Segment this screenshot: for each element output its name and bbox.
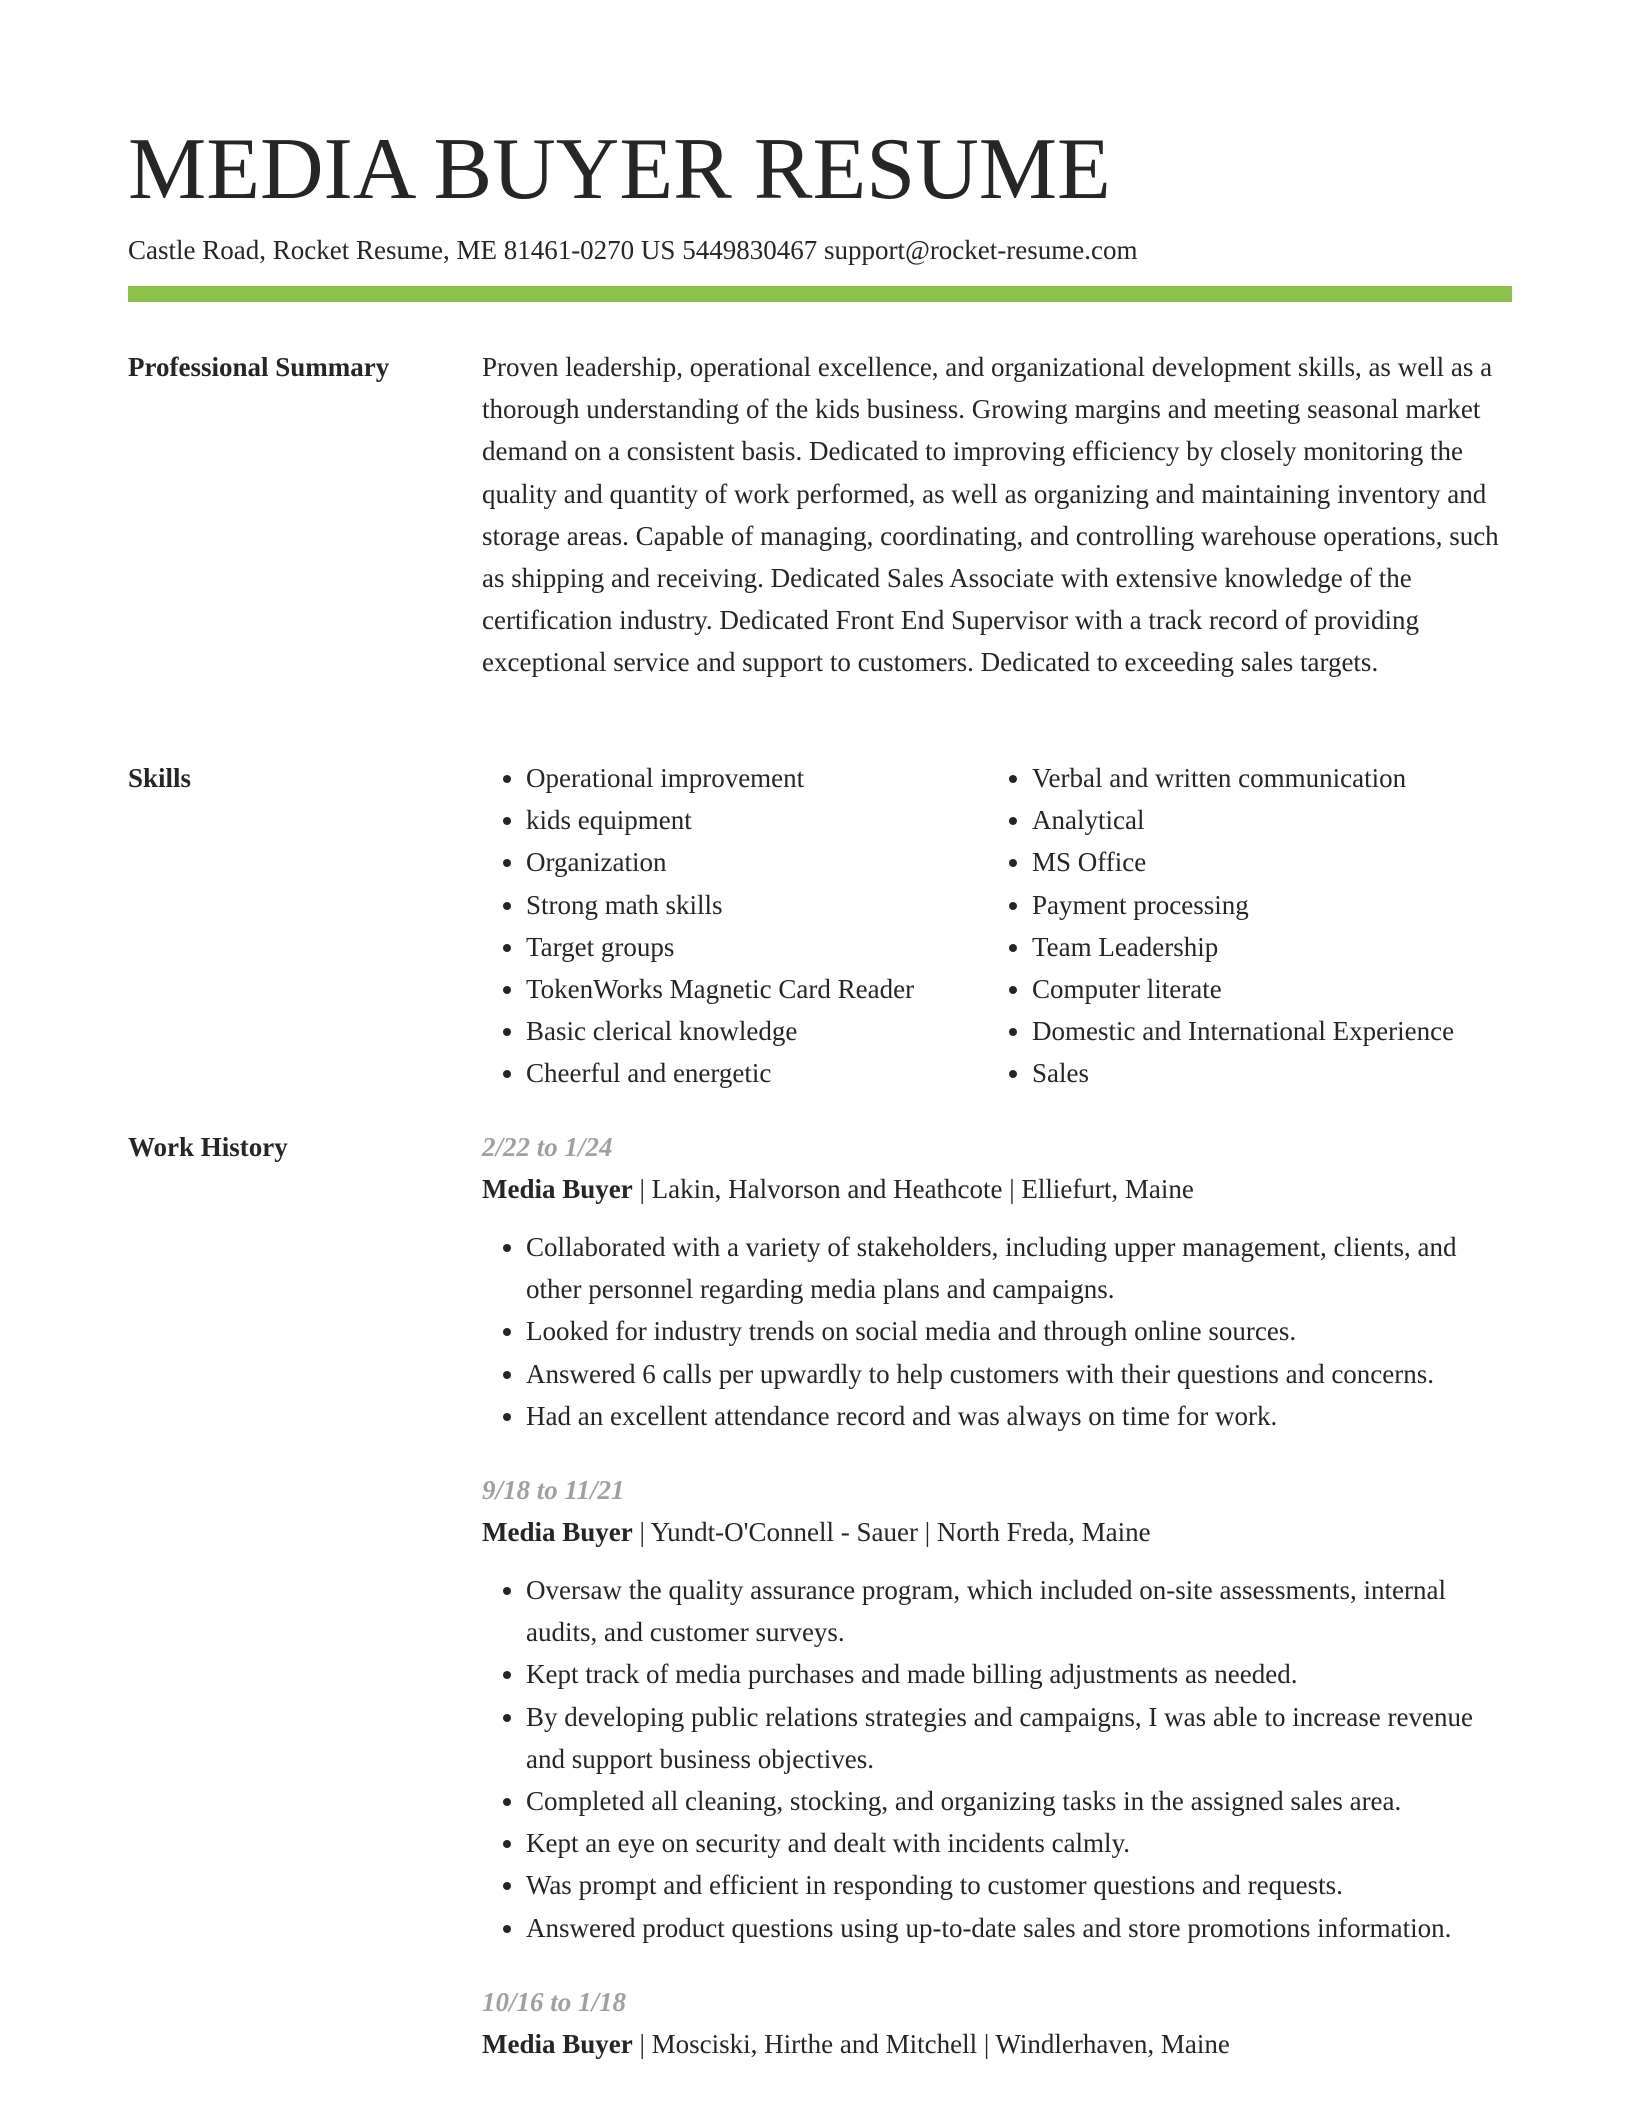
skill-item: • MS Office bbox=[1032, 841, 1512, 883]
section-label-summary: Professional Summary bbox=[128, 352, 390, 382]
job-bullet: • By developing public relations strategies and campaigns, I was able to increase revenue and support business objectives. bbox=[526, 1696, 1512, 1780]
contact-line: Castle Road, Rocket Resume, ME 81461-0270 US 5449830467 support@rocket-resume.com bbox=[128, 235, 1138, 265]
skill-item: • Payment processing bbox=[1032, 884, 1512, 926]
skill-item: • Verbal and written communication bbox=[1032, 757, 1512, 799]
job-employer-location: | Mosciski, Hirthe and Mitchell | Windlerhaven, Maine bbox=[632, 2028, 1230, 2059]
skill-item: • Computer literate bbox=[1032, 968, 1512, 1010]
job-dates: 9/18 to 11/21 bbox=[482, 1475, 625, 1506]
job-bullet-list bbox=[482, 1226, 1512, 1437]
skill-item: • Strong math skills bbox=[526, 884, 988, 926]
skill-item: • Target groups bbox=[526, 926, 988, 968]
job-bullet: • Answered 6 calls per upwardly to help customers with their questions and concerns. bbox=[526, 1353, 1512, 1395]
job-heading bbox=[482, 1511, 1512, 1553]
skill-item: • Team Leadership bbox=[1032, 926, 1512, 968]
skill-item: • kids equipment bbox=[526, 799, 988, 841]
job-bullet: • Collaborated with a variety of stakeholders, including upper management, clients, and other personnel regarding media plans and campaigns. bbox=[526, 1226, 1512, 1310]
job-dates: 10/16 to 1/18 bbox=[482, 1986, 627, 2017]
summary-body bbox=[482, 346, 1512, 684]
skill-item: • Analytical bbox=[1032, 799, 1512, 841]
job-title: Media Buyer bbox=[482, 1174, 633, 1204]
skill-item: • Organization bbox=[526, 841, 988, 883]
job-bullet: • Had an excellent attendance record and was always on time for work. bbox=[526, 1395, 1512, 1437]
skill-item: • Cheerful and energetic bbox=[526, 1052, 988, 1094]
job-dates: 2/22 to 1/24 bbox=[482, 1132, 613, 1162]
job-heading bbox=[482, 2023, 1512, 2065]
job-title: Media Buyer bbox=[482, 1517, 633, 1548]
summary-text: Proven leadership, operational excellence, and organizational development skills, as well as a thorough understanding of the kids business. Growing margins and meeting seasonal market demand on a consistent basis. Dedicated to improving efficiency by closely monitoring the quality and quantity of work performed, as well as organizing and maintaining inventory and storage areas. Capable of managing, coordinating, and controlling warehouse operations, such as shipping and receiving. Dedicated Sales Associate with extensive knowledge of the certification industry. Dedicated Front End Supervisor with a track record of providing exceptional service and support to customers. Dedicated to exceeding sales targets. bbox=[482, 352, 1499, 678]
skill-item: • Sales bbox=[1032, 1052, 1512, 1094]
skill-item: • TokenWorks Magnetic Card Reader bbox=[526, 968, 988, 1010]
job-heading bbox=[482, 1168, 1512, 1210]
skills-list-left bbox=[482, 757, 988, 1095]
skill-item: • Domestic and International Experience bbox=[1032, 1010, 1512, 1052]
job-entry bbox=[482, 1981, 1512, 2065]
job-bullet: • Kept track of media purchases and made billing adjustments as needed. bbox=[526, 1653, 1512, 1695]
job-entry bbox=[482, 1126, 1512, 1437]
job-entry bbox=[482, 1469, 1512, 1949]
job-bullet: • Kept an eye on security and dealt with incidents calmly. bbox=[526, 1822, 1512, 1864]
skills-columns bbox=[482, 757, 1512, 1095]
skills-list-right bbox=[988, 757, 1512, 1095]
job-bullet: • Completed all cleaning, stocking, and organizing tasks in the assigned sales area. bbox=[526, 1780, 1512, 1822]
job-employer-location: | Lakin, Halvorson and Heathcote | Elliefurt, Maine bbox=[632, 1174, 1194, 1204]
job-bullet: • Was prompt and efficient in responding to customer questions and requests. bbox=[526, 1864, 1512, 1906]
job-bullet: • Oversaw the quality assurance program, which included on-site assessments, internal audits, and customer surveys. bbox=[526, 1569, 1512, 1653]
job-title: Media Buyer bbox=[482, 2028, 633, 2059]
skill-item: • Basic clerical knowledge bbox=[526, 1010, 988, 1052]
job-employer-location: | Yundt-O'Connell - Sauer | North Freda, Maine bbox=[632, 1517, 1151, 1548]
section-label-skills: Skills bbox=[128, 763, 192, 793]
skills-body bbox=[482, 757, 1512, 1095]
skill-item: • Operational improvement bbox=[526, 757, 988, 799]
job-bullet-list bbox=[482, 1569, 1512, 1949]
section-label-work-history: Work History bbox=[128, 1132, 288, 1162]
resume-title: MEDIA BUYER RESUME bbox=[128, 121, 1111, 218]
header-divider bbox=[128, 286, 1512, 302]
job-bullet: • Looked for industry trends on social media and through online sources. bbox=[526, 1310, 1512, 1352]
job-bullet: • Answered product questions using up-to-date sales and store promotions information. bbox=[526, 1907, 1512, 1949]
work-history-body bbox=[482, 1126, 1512, 2097]
